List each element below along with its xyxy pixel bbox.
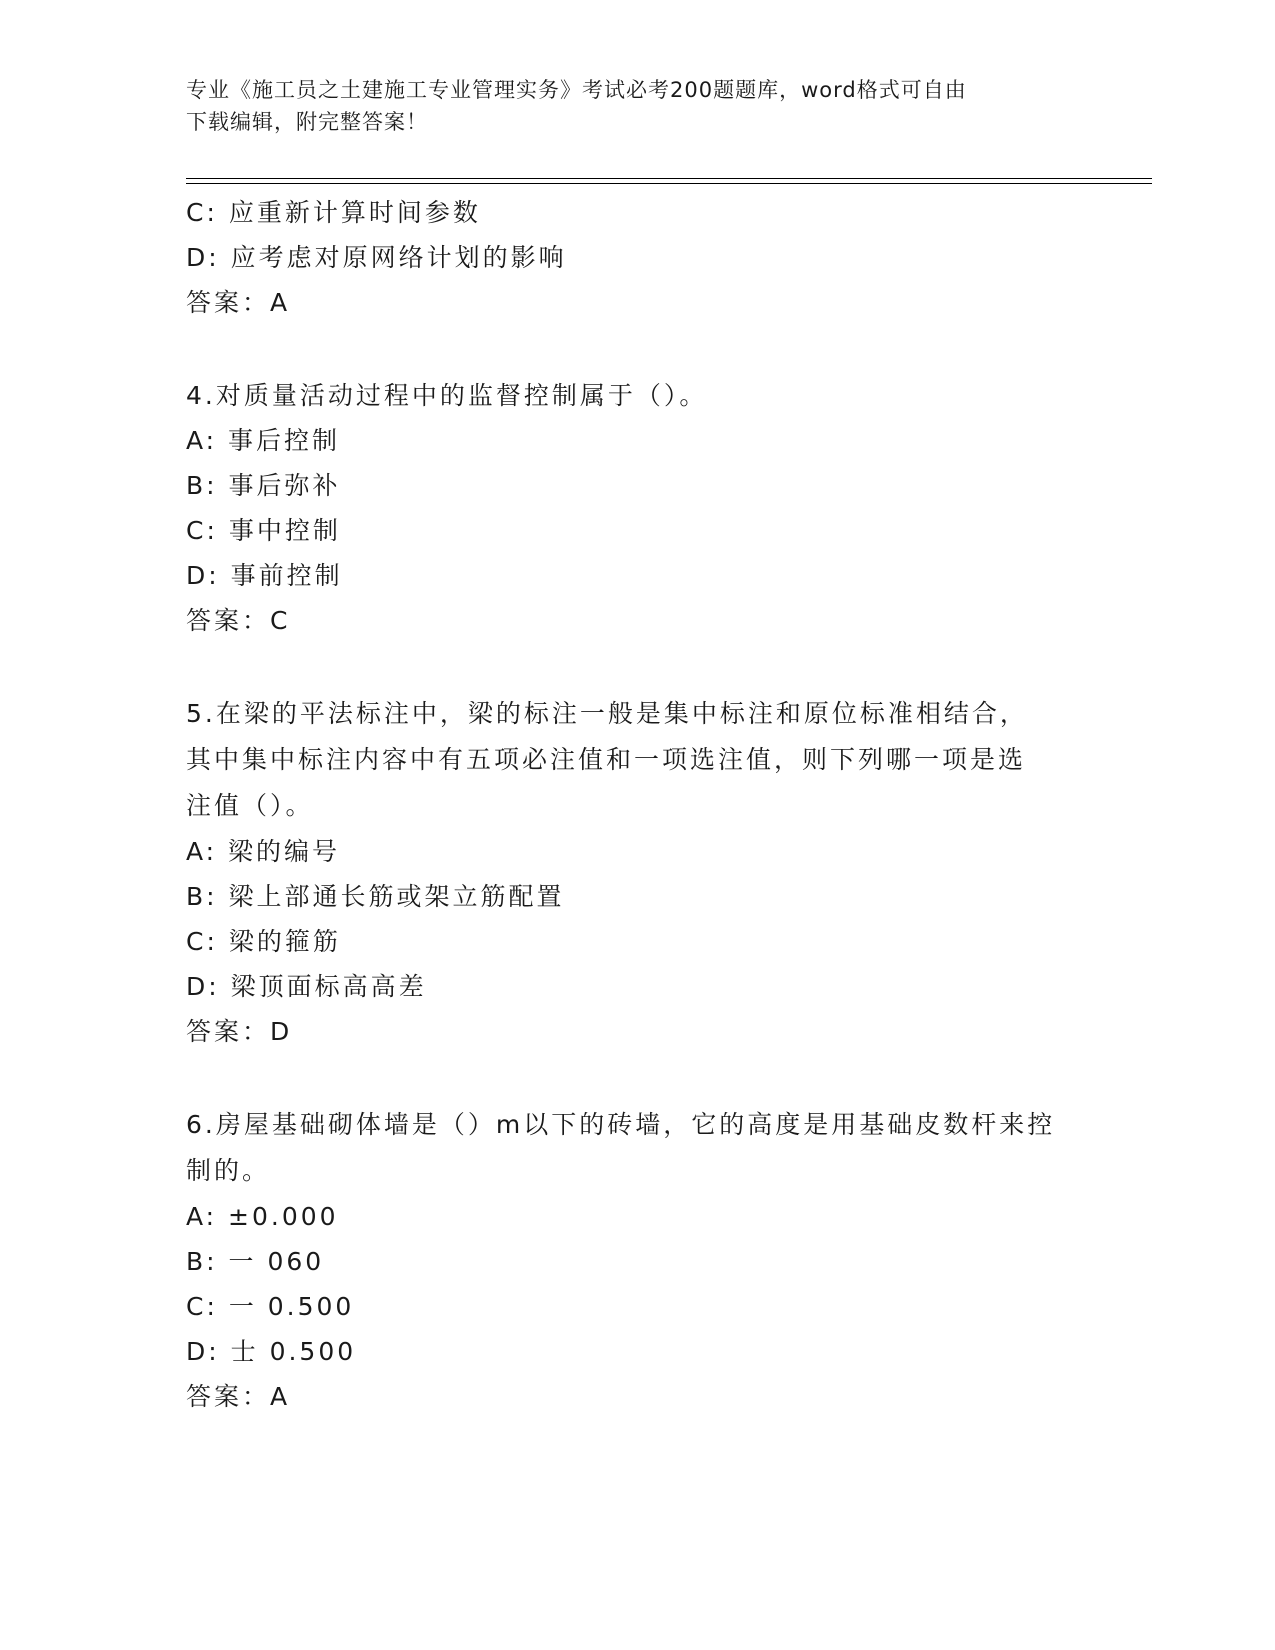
carryover-answer: 答案：A: [186, 288, 291, 317]
header-divider-top: [186, 178, 1152, 179]
q4-option-a: A: 事后控制: [186, 426, 341, 455]
q5-stem-line-3: 注值（）。: [186, 791, 314, 820]
q6-option-d: D: 士 0.500: [186, 1337, 357, 1366]
q4-option-c: C: 事中控制: [186, 516, 341, 545]
question-content: [186, 190, 1086, 1419]
document-header: [186, 74, 1086, 138]
q5-option-c: C: 梁的箍筋: [186, 927, 341, 956]
q6-option-b: B: 一 060: [186, 1247, 325, 1276]
spacer: [186, 1054, 1086, 1102]
header-line-1: 专业《施工员之土建施工专业管理实务》考试必考200题题库，word格式可自由: [186, 78, 967, 102]
spacer: [186, 325, 1086, 373]
q4-answer: 答案：C: [186, 606, 291, 635]
q4-option-b: B: 事后弥补: [186, 471, 341, 500]
q4-stem: 4.对质量活动过程中的监督控制属于（）。: [186, 381, 708, 410]
q5-option-a: A: 梁的编号: [186, 837, 341, 866]
q6-answer: 答案：A: [186, 1382, 291, 1411]
spacer: [186, 643, 1086, 691]
q6-stem-line-2: 制的。: [186, 1156, 271, 1185]
q6-option-c: C: 一 0.500: [186, 1292, 355, 1321]
q5-option-d: D: 梁顶面标高高差: [186, 972, 427, 1001]
header-divider-bottom: [186, 183, 1152, 184]
header-line-2: 下载编辑，附完整答案！: [186, 110, 428, 134]
q4-option-d: D: 事前控制: [186, 561, 343, 590]
q6-stem-line-1: 6.房屋基础砌体墙是（）m以下的砖墙，它的高度是用基础皮数杆来控: [186, 1110, 1056, 1139]
q5-stem-line-2: 其中集中标注内容中有五项必注值和一项选注值，则下列哪一项是选: [186, 745, 1027, 774]
q6-option-a: A: ±0.000: [186, 1202, 339, 1231]
q5-answer: 答案：D: [186, 1017, 293, 1046]
carryover-option-d: D: 应考虑对原网络计划的影响: [186, 243, 567, 272]
carryover-option-c: C: 应重新计算时间参数: [186, 198, 481, 227]
q5-stem-line-1: 5.在梁的平法标注中，梁的标注一般是集中标注和原位标准相结合，: [186, 699, 1028, 728]
q5-option-b: B: 梁上部通长筋或架立筋配置: [186, 882, 565, 911]
